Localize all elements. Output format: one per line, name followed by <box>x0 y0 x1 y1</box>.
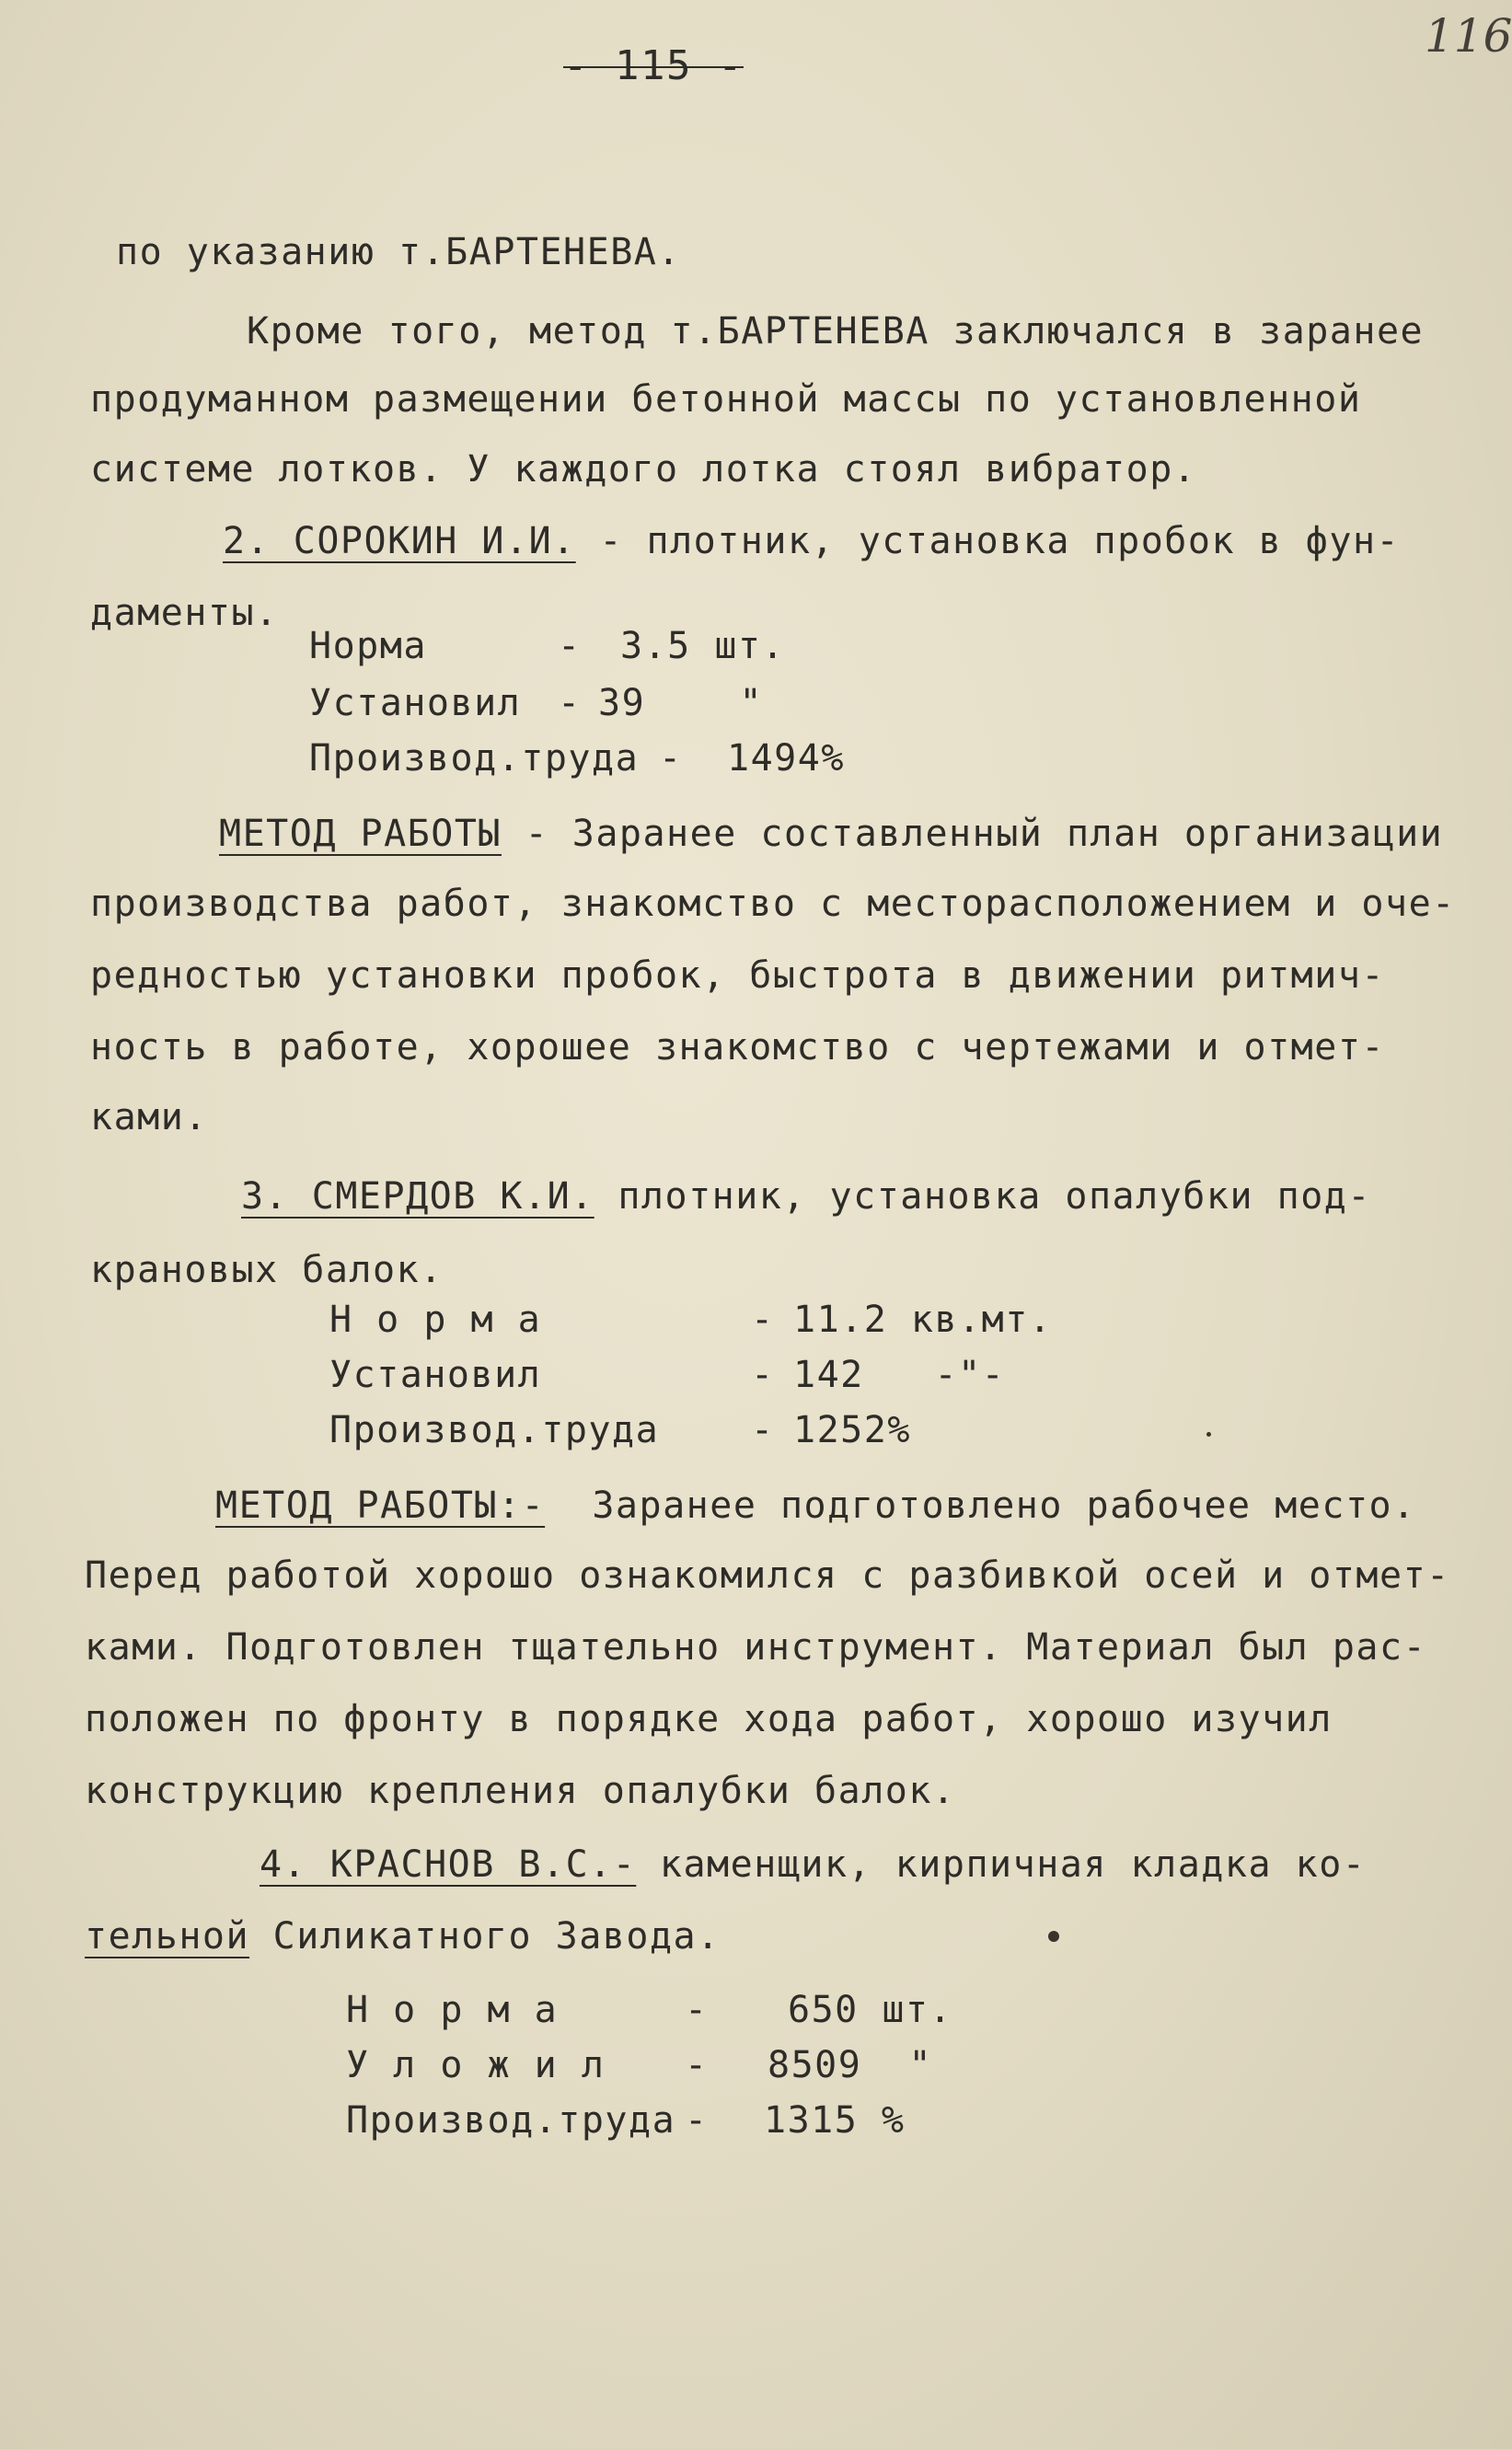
stats-dash: - <box>659 737 683 780</box>
stats-value: 1494% <box>727 737 845 780</box>
stats-label: Н о р м а <box>329 1299 542 1341</box>
stats-value: 11.2 кв.мт. <box>793 1299 1053 1341</box>
worker-heading: 3. СМЕРДОВ К.И. плотник, установка опалубки под- <box>241 1175 1371 1218</box>
stats-dash: - <box>558 682 582 724</box>
ink-spot <box>1206 1432 1211 1437</box>
text-line: продуманном размещении бетонной массы по установленной <box>90 378 1362 421</box>
text-line: даменты. <box>90 592 279 634</box>
ink-spot <box>1048 1931 1059 1942</box>
stats-dash: - <box>751 1409 775 1451</box>
stats-value: 1252% <box>793 1409 911 1451</box>
handwritten-page-number: 116 <box>1425 9 1512 63</box>
stats-dash: - <box>558 625 582 667</box>
stats-dash: - <box>751 1299 775 1341</box>
page-number: - 115 - <box>563 42 744 89</box>
stats-label: Н о р м а <box>346 1989 559 2031</box>
text-line: конструкцию крепления опалубки балок. <box>85 1770 956 1812</box>
stats-label: У л о ж и л <box>346 2044 606 2086</box>
text-line: системе лотков. У каждого лотка стоял вибратор. <box>90 448 1197 491</box>
stats-value: 3.5 шт. <box>620 625 786 667</box>
worker-heading: 4. КРАСНОВ В.С.- каменщик, кирпичная кладка ко- <box>260 1843 1367 1886</box>
text-line: Перед работой хорошо ознакомился с разбивкой осей и отмет- <box>85 1554 1450 1597</box>
text-line: ками. <box>90 1096 208 1138</box>
text-line: положен по фронту в порядке хода работ, хорошо изучил <box>85 1698 1333 1740</box>
stats-dash: - <box>685 1989 709 2031</box>
stats-dash: - <box>685 2044 709 2086</box>
text-line: по указанию т.БАРТЕНЕВА. <box>116 231 681 273</box>
text-line: ками. Подготовлен тщательно инструмент. Материал был рас- <box>85 1626 1427 1669</box>
method-paragraph: МЕТОД РАБОТЫ:- Заранее подготовлено рабочее место. <box>215 1484 1416 1527</box>
text-line: крановых балок. <box>90 1249 444 1291</box>
stats-dash: - <box>685 2099 709 2142</box>
stats-label: Производ.труда <box>346 2099 676 2142</box>
stats-label: Производ.труда <box>329 1409 660 1451</box>
stats-value: 39 " <box>598 682 764 724</box>
stats-value: 650 шт. <box>788 1989 953 2031</box>
stats-label: Норма <box>309 625 427 667</box>
stats-value: 1315 % <box>764 2099 906 2142</box>
text-line: Кроме того, метод т.БАРТЕНЕВА заключался в заранее <box>247 310 1425 352</box>
text-line: ность в работе, хорошее знакомство с чертежами и отмет- <box>90 1026 1386 1069</box>
text-line: редностью установки пробок, быстрота в движении ритмич- <box>90 954 1386 997</box>
method-paragraph: МЕТОД РАБОТЫ - Заранее составленный план организации <box>219 813 1444 855</box>
stats-value: 142 -"- <box>793 1354 1006 1396</box>
stats-label: Установил <box>309 682 522 724</box>
stats-value: 8509 " <box>768 2044 933 2086</box>
stats-dash: - <box>751 1354 775 1396</box>
stats-label: Производ.труда <box>309 737 640 780</box>
stats-label: Установил <box>329 1354 542 1396</box>
worker-heading: 2. СОРОКИН И.И. - плотник, установка пробок в фун- <box>223 520 1401 562</box>
text-line: тельной Силикатного Завода. <box>85 1915 721 1958</box>
text-line: производства работ, знакомство с месторасположением и оче- <box>90 883 1456 925</box>
